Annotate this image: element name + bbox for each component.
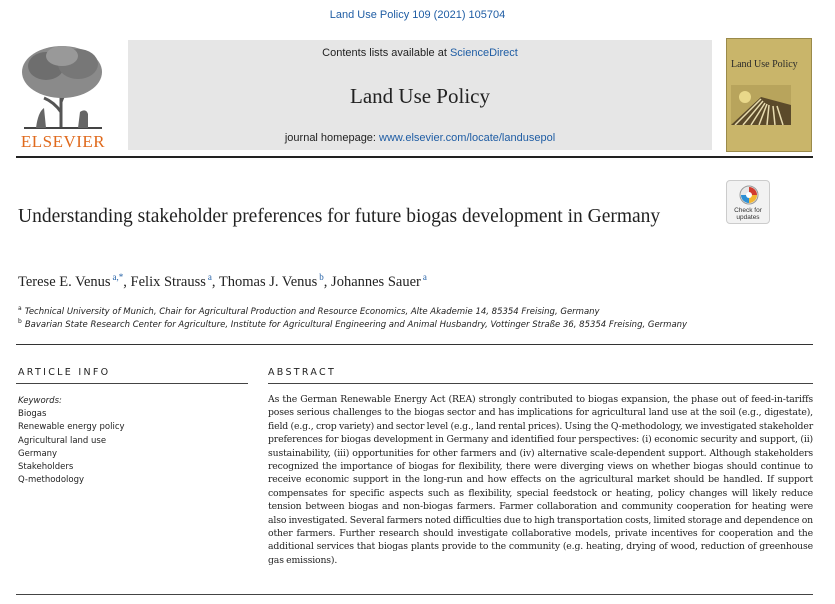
homepage-prefix: journal homepage: [284,132,380,144]
keyword-item: Biogas [18,409,47,420]
author-separator: , [211,274,219,290]
affiliation-mark: a [18,305,22,312]
header-rule [16,156,813,158]
check-updates-icon [739,185,759,205]
author-affil-mark[interactable]: a [422,272,427,282]
affiliation-mark: b [18,318,22,325]
keywords-list [18,395,125,487]
affiliation-b [18,318,687,330]
abstract-heading: ABSTRACT [268,367,337,378]
cover-field-icon [731,85,791,125]
journal-banner [128,40,712,150]
affiliation-text: Technical University of Munich, Chair for Agricultural Production and Resource Economics, Alte Akademie 14, 85354 Freising, Germany [24,307,600,317]
abstract-text: As the German Renewable Energy Act (REA) strongly contributed to biogas expansion, the phase out of feed-in-tariffs poses serious challenges to the biogas sector and has implications for agricultural land use at the soil (e.g., digestate), field (e.g., crop variety) and sector level (e.g., land rental prices). Using the Q-methodology, we investigated stakeholder preferences for biogas development in Germany and identified four perspectives: (i) economic security and support, (ii) sustainability, (iii) opportunities for other farmers and (iv) alternative scale-dependent support. Although stakeholders recognized the importance of biogas for flexibility, there were diverging views on whether biogas should continue to receive economic support in the long-run and how effects on the agricultural market should be handled. If support compensates for specific aspects such as flexibility, special feedstock or heating, policy changes will likely reduce tension between biogas and non-biogas farmers. Farmer collaboration and community cooperation for heating were also investigated. Several farmers noted difficulties due to high transportation costs, limited storage and dependence on other farmers. Further research should investigate collaborative models, private incentives for cooperation and the additional services that biogas plants provide to the community (e.g. heating, drying of wood, reduction of greenhouse gas emissions). [268,394,813,566]
author-name[interactable]: Felix Strauss [130,274,206,290]
elsevier-tree-icon [16,42,110,132]
footer-rule [16,594,813,595]
article-info-heading: ARTICLE INFO [18,367,111,378]
contents-prefix: Contents lists available at [322,47,450,59]
check-for-updates-badge[interactable] [726,180,770,224]
journal-citation[interactable]: Land Use Policy 109 (2021) 105704 [329,9,506,21]
article-title: Understanding stakeholder preferences for future biogas development in Germany [18,206,661,227]
keyword-item: Germany [18,448,58,459]
author-name[interactable]: Thomas J. Venus [218,274,318,290]
author-affil-mark[interactable]: a,* [112,272,124,282]
article-info-rule [16,383,248,384]
author-affil-mark[interactable]: a [207,272,212,282]
author-name[interactable]: Terese E. Venus [18,274,111,290]
elsevier-logo[interactable] [16,42,110,150]
keyword-item: Agricultural land use [18,435,107,446]
check-updates-text [727,207,769,221]
author-list [18,272,427,291]
elsevier-wordmark: ELSEVIER [20,132,106,151]
author-affil-mark[interactable]: b [319,272,324,282]
journal-cover[interactable] [726,38,812,152]
cover-title: Land Use Policy [731,59,798,70]
author-separator: , [323,274,332,290]
keyword-item: Stakeholders [18,462,74,473]
journal-title: Land Use Policy [350,84,490,108]
author-name[interactable]: Johannes Sauer [331,274,421,290]
keyword-item: Renewable energy policy [18,422,125,433]
homepage-link[interactable]: www.elsevier.com/locate/landusepol [379,132,556,144]
affiliation-text: Bavarian State Research Center for Agriculture, Institute for Agricultural Engineering and Animal Husbandry, Vottinger Straße 36, 85354 Freising, Germany [24,320,688,330]
sciencedirect-link[interactable]: ScienceDirect [449,47,518,59]
homepage-line [128,132,712,144]
author-separator: , [123,274,131,290]
abstract-rule [268,383,813,384]
contents-list-line [128,47,712,59]
keywords-label: Keywords: [18,396,62,406]
check-updates-line2: updates [736,214,760,221]
check-updates-line1: Check for [734,207,762,214]
keyword-item: Q-methodology [18,475,85,486]
affiliation-a [18,305,600,317]
info-top-rule [16,344,813,345]
